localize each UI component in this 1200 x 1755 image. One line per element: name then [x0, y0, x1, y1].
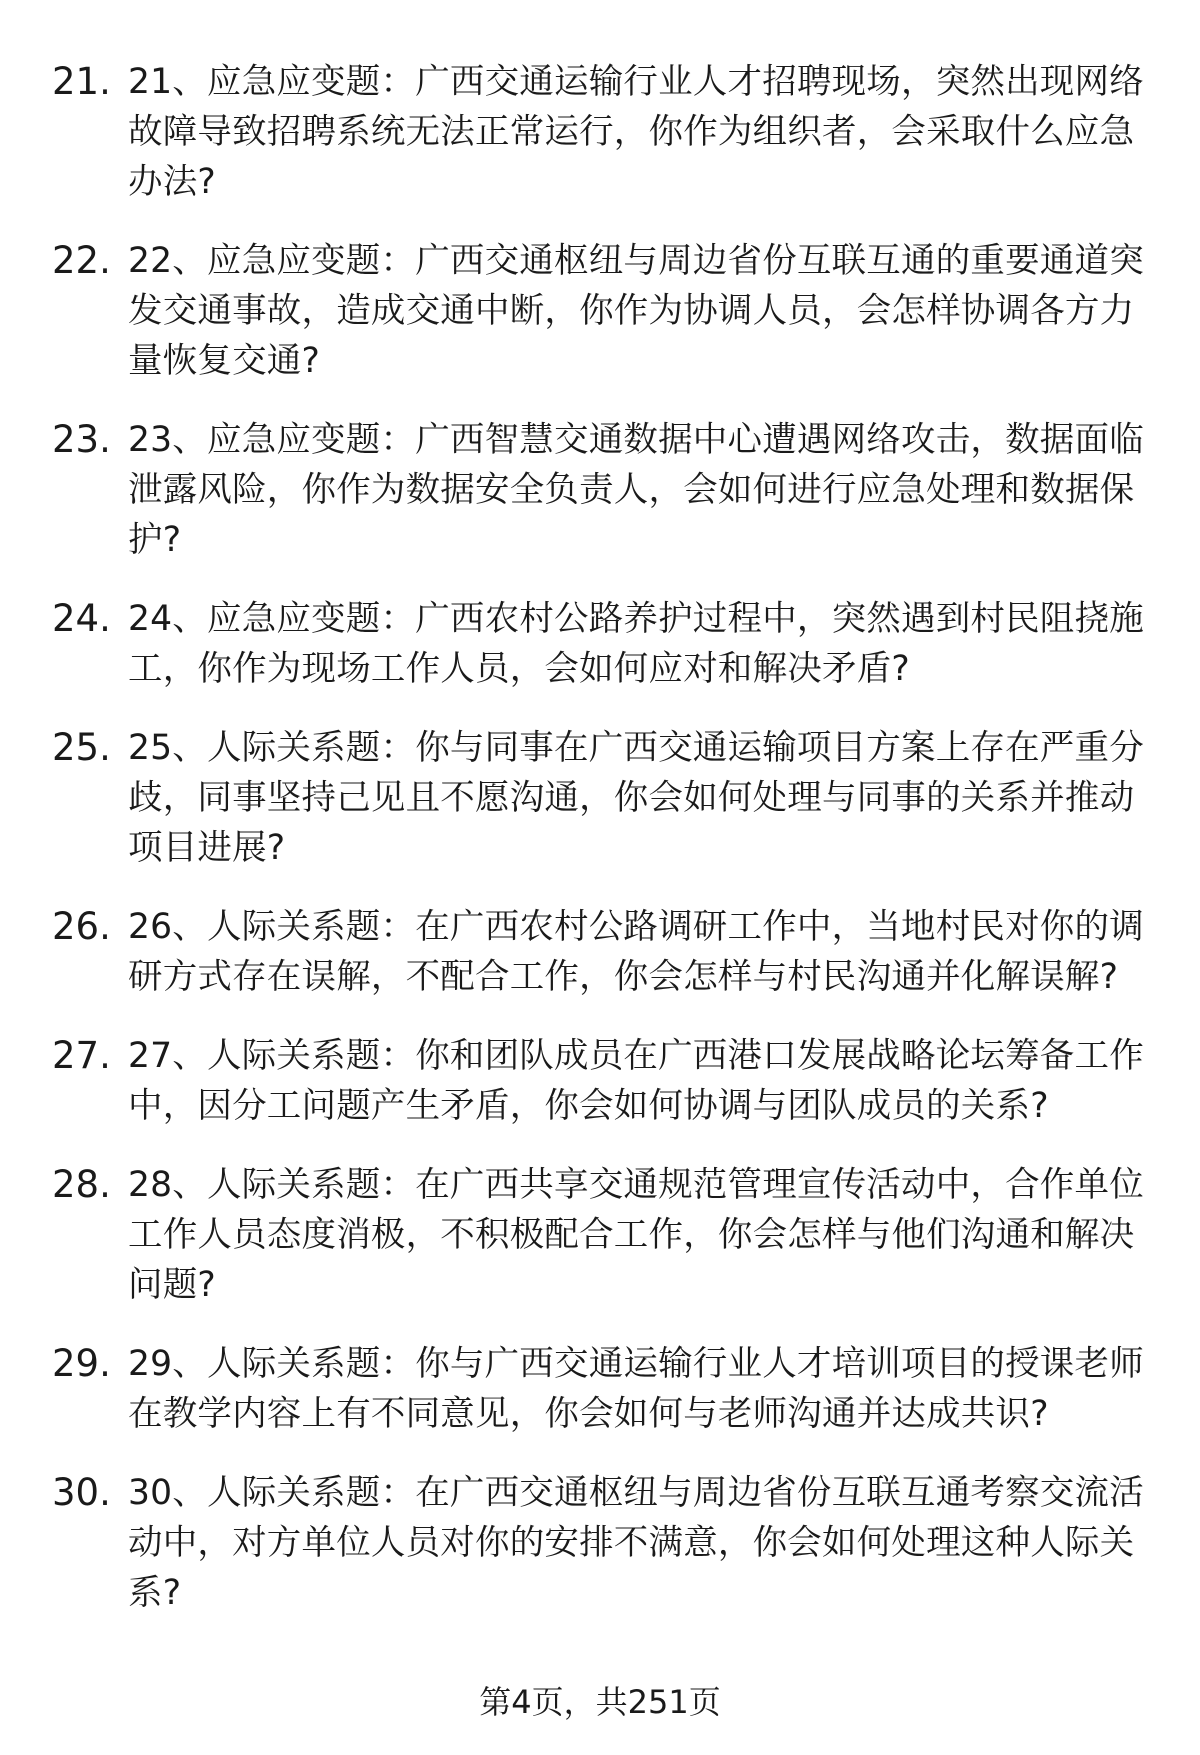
- question-item-22: [0, 236, 1200, 386]
- question-number: 25.: [52, 726, 111, 769]
- question-text: 23、应急应变题：广西智慧交通数据中心遭遇网络攻击，数据面临泄露风险，你作为数据安全负责人，会如何进行应急处理和数据保护?: [128, 420, 1144, 560]
- question-text: 29、人际关系题：你与广西交通运输行业人才培训项目的授课老师在教学内容上有不同意见，你会如何与老师沟通并达成共识?: [128, 1344, 1144, 1434]
- question-text: 22、应急应变题：广西交通枢纽与周边省份互联互通的重要通道突发交通事故，造成交通中断，你作为协调人员，会怎样协调各方力量恢复交通?: [128, 241, 1144, 381]
- question-text: 26、人际关系题：在广西农村公路调研工作中，当地村民对你的调研方式存在误解，不配合工作，你会怎样与村民沟通并化解误解?: [128, 907, 1144, 997]
- question-item-29: [0, 1339, 1200, 1439]
- question-item-21: [0, 57, 1200, 207]
- question-number: 24.: [52, 597, 111, 640]
- page-number-label: 第4页，共251页: [479, 1683, 721, 1721]
- question-text: 25、人际关系题：你与同事在广西交通运输项目方案上存在严重分歧，同事坚持己见且不愿沟通，你会如何处理与同事的关系并推动项目进展?: [128, 728, 1144, 868]
- question-text: 21、应急应变题：广西交通运输行业人才招聘现场，突然出现网络故障导致招聘系统无法正常运行，你作为组织者，会采取什么应急办法?: [128, 62, 1144, 202]
- question-number: 23.: [52, 418, 111, 461]
- question-item-24: [0, 594, 1200, 694]
- question-number: 26.: [52, 905, 111, 948]
- question-item-23: [0, 415, 1200, 565]
- question-text: 28、人际关系题：在广西共享交通规范管理宣传活动中，合作单位工作人员态度消极，不积极配合工作，你会怎样与他们沟通和解决问题?: [128, 1165, 1144, 1305]
- question-list: [0, 57, 1200, 1647]
- question-number: 30.: [52, 1471, 111, 1514]
- question-text: 24、应急应变题：广西农村公路养护过程中，突然遇到村民阻挠施工，你作为现场工作人员，会如何应对和解决矛盾?: [128, 599, 1144, 689]
- question-item-26: [0, 902, 1200, 1002]
- question-number: 27.: [52, 1034, 111, 1077]
- question-number: 21.: [52, 60, 111, 103]
- question-number: 29.: [52, 1342, 111, 1385]
- question-item-30: [0, 1468, 1200, 1618]
- question-number: 28.: [52, 1163, 111, 1206]
- page-footer: [0, 1680, 1200, 1724]
- question-text: 30、人际关系题：在广西交通枢纽与周边省份互联互通考察交流活动中，对方单位人员对你的安排不满意，你会如何处理这种人际关系?: [128, 1473, 1144, 1613]
- question-number: 22.: [52, 239, 111, 282]
- question-text: 27、人际关系题：你和团队成员在广西港口发展战略论坛筹备工作中，因分工问题产生矛盾，你会如何协调与团队成员的关系?: [128, 1036, 1144, 1126]
- question-item-25: [0, 723, 1200, 873]
- question-item-28: [0, 1160, 1200, 1310]
- question-item-27: [0, 1031, 1200, 1131]
